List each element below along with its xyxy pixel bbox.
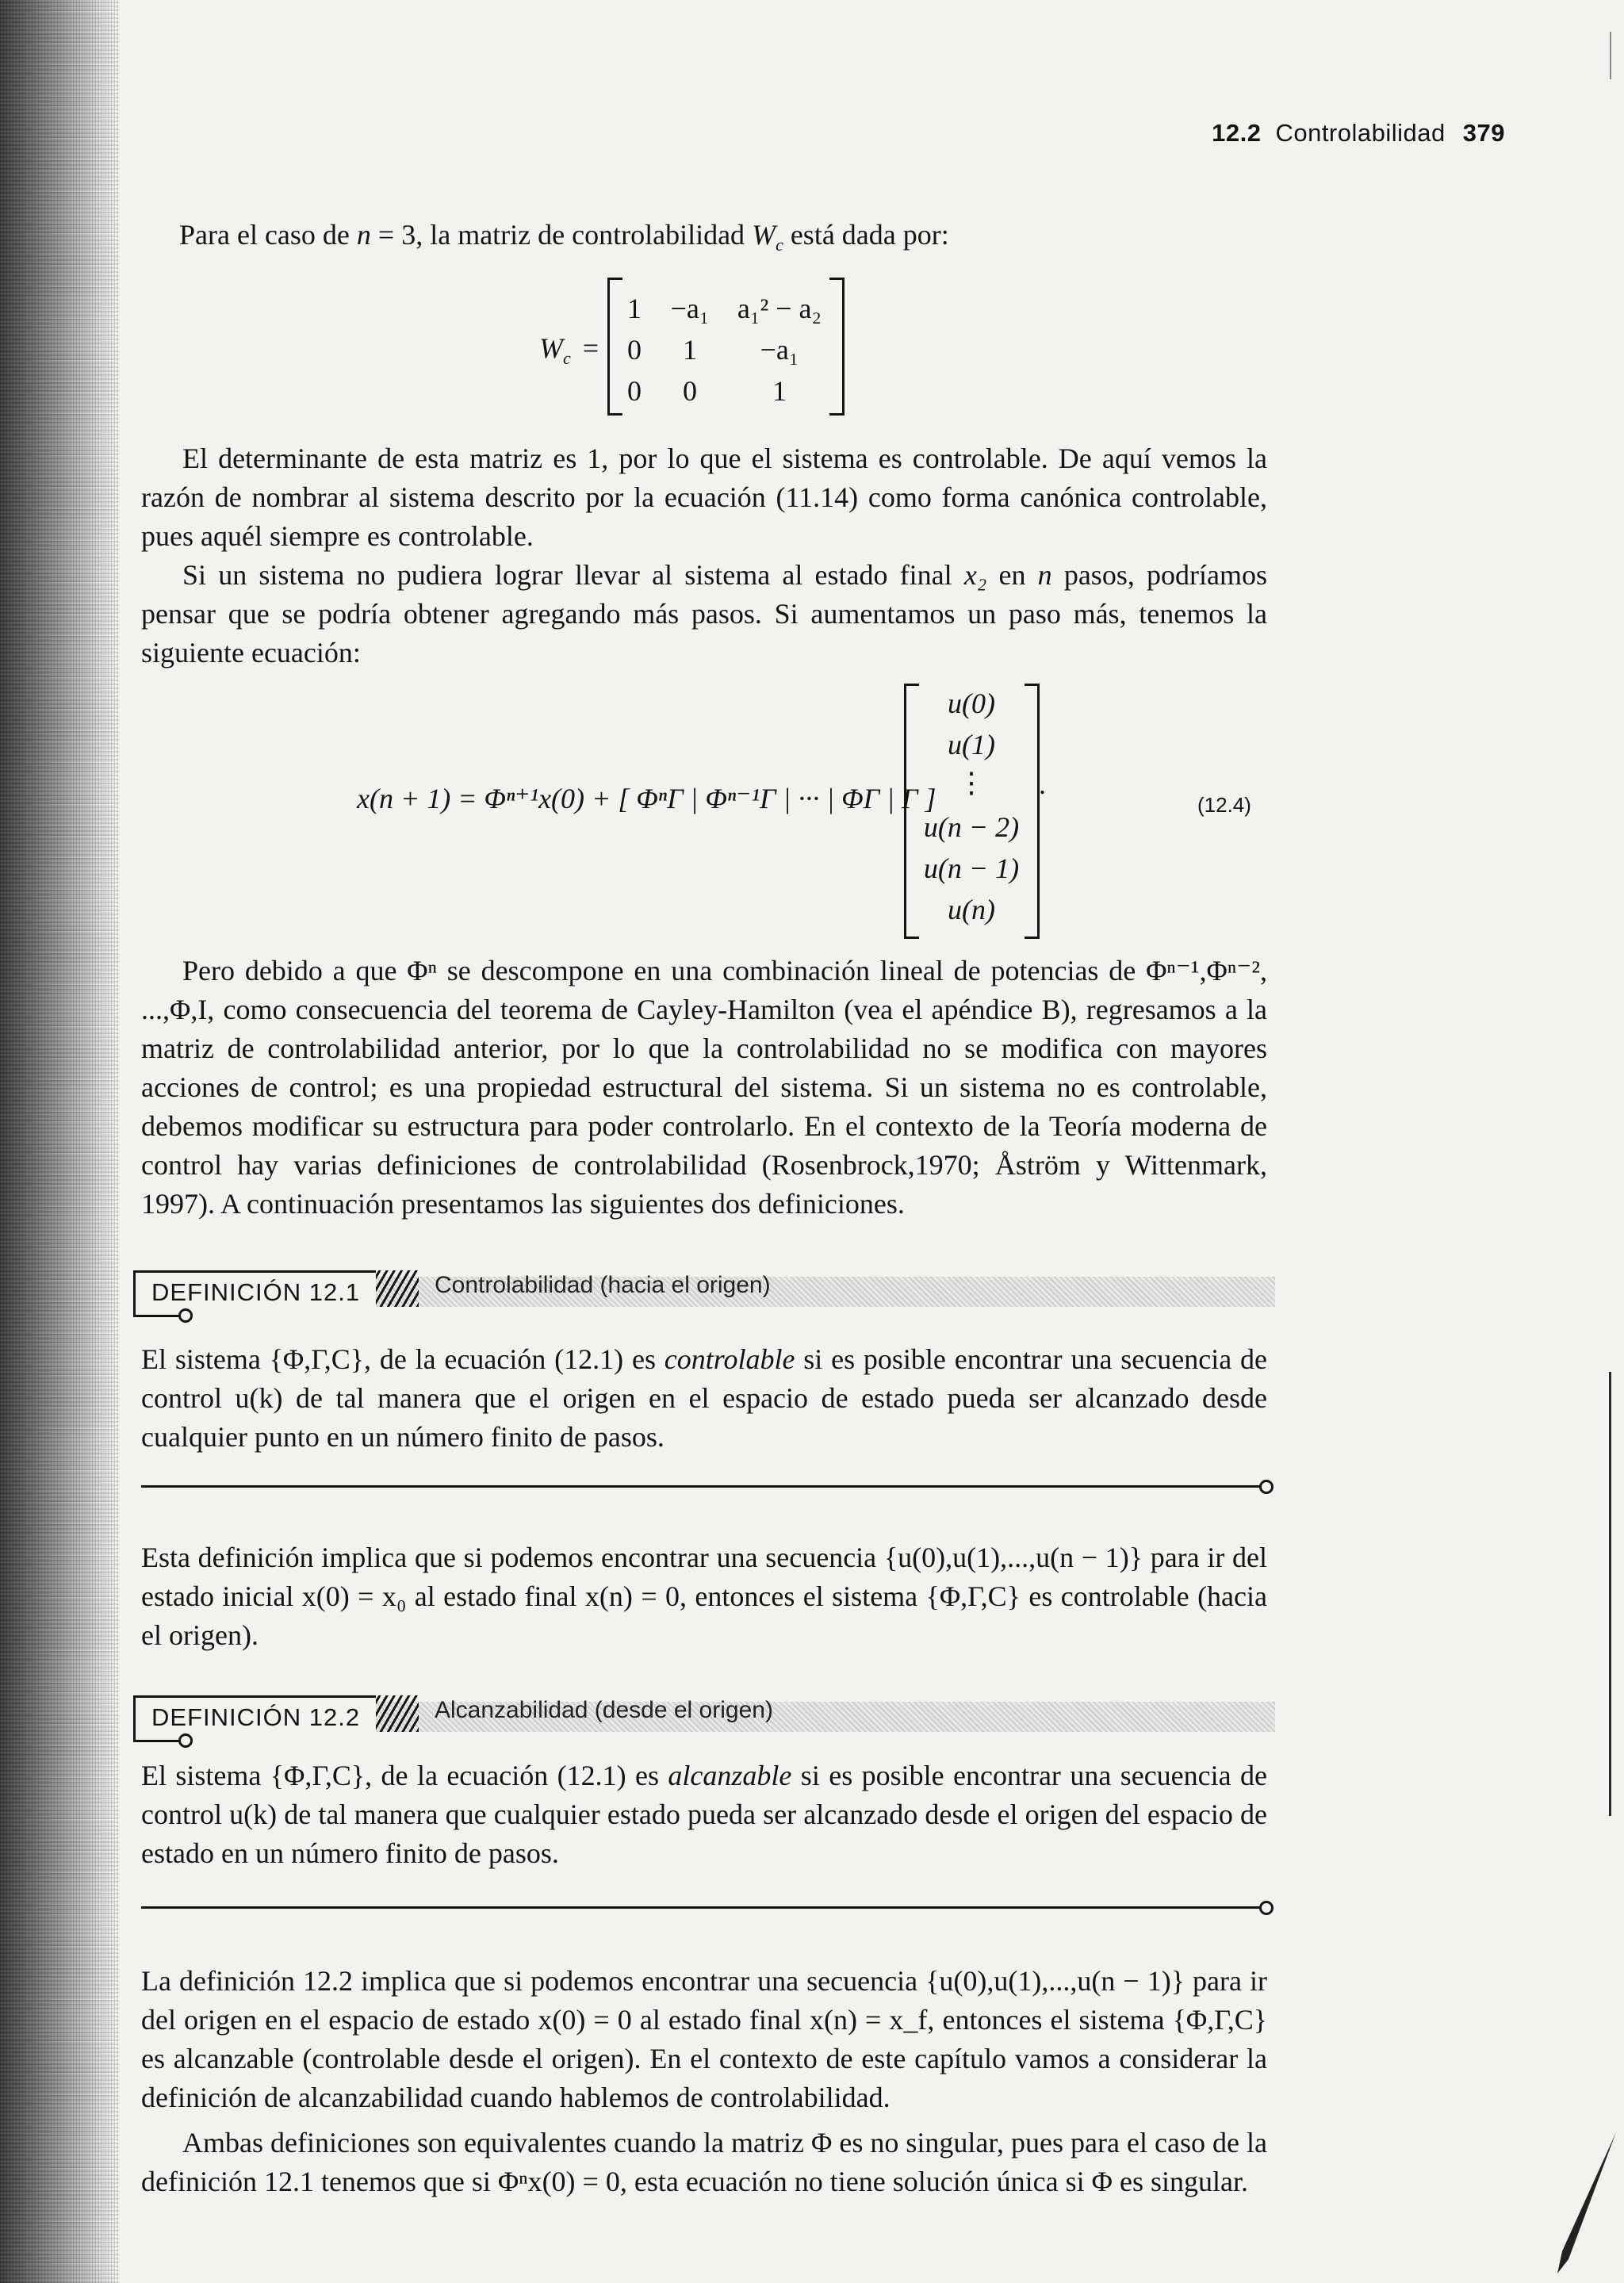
scanned-binding-gutter xyxy=(0,0,119,2283)
running-head xyxy=(1212,119,1505,147)
page-edge-mark xyxy=(1610,32,1611,79)
definition-12-1-header xyxy=(133,1270,1275,1308)
page-number: 379 xyxy=(1462,119,1505,147)
definition-12-2-header xyxy=(133,1695,1275,1733)
matrix-right-bracket xyxy=(829,278,845,416)
paragraph-controllable-meaning: Esta definición implica que si podemos encontrar una secuencia {u(0),u(1),...,u(n − 1)} para ir del estado inicial x(0) = x₀ al estado final x(n) = 0, entonces el sistema {Φ,Γ,C} es controlable (hacia el origen). xyxy=(141,1542,1267,1651)
definition-label: DEFINICIÓN 12.1 xyxy=(133,1270,376,1308)
definition-12-1-text: El sistema {Φ,Γ,C}, de la ecuación (12.1) es controlable si es posible encontrar una secuencia de control u(k) de tal manera que el origen en el espacio de estado pueda ser alcanzado desde cualquier punto en un número finito de pasos. xyxy=(141,1343,1267,1453)
section-title: Controlabilidad xyxy=(1275,119,1446,147)
paragraph-intro: Para el caso de n = 3, la matriz de controlabilidad $W_c$ está dada por: xyxy=(179,219,949,255)
definition-12-2-text: El sistema {Φ,Γ,C}, de la ecuación (12.1) es alcanzable si es posible encontrar una secuencia de control u(k) de tal manera que cualquier estado pueda ser alcanzado desde el origen del espacio de estado en un número finito de pasos. xyxy=(141,1760,1267,1869)
paragraph-reachability-meaning: La definición 12.2 implica que si podemos encontrar una secuencia {u(0),u(1),...,u(n − 1)} para ir del origen en el espacio de estado x(0) = 0 al estado final x(n) = x_f, entonces el sistema {Φ,Γ,C} es alcanzable (controlable desde el origen). En el contexto de este capítulo vamos a considerar la definición de alcanzabilidad cuando hablemos de controlabilidad. xyxy=(141,1965,1267,2113)
paragraph-equivalence: Ambas definiciones son equivalentes cuando la matriz Φ es no singular, pues para el caso de la definición 12.1 tenemos que si Φⁿx(0) = 0, esta ecuación no tiene solución única si Φ es singular. xyxy=(141,2127,1267,2197)
definition-title: Alcanzabilidad (desde el origen) xyxy=(435,1697,773,1723)
paragraph-cayley-hamilton: Pero debido a que Φⁿ se descompone en una combinación lineal de potencias de Φⁿ⁻¹,Φⁿ⁻², ...,Φ,I, como consecuencia del teorema de Cayley-Hamilton (vea el apéndice B), regresamos a la matriz de controlabilidad anterior, por lo que la controlabilidad no se modifica con mayores acciones de control; es una propiedad estructural del sistema. Si un sistema no es controlable, debemos modificar su estructura para poder controlarlo. En el contexto de la Teoría moderna de control hay varias definiciones de controlabilidad (Rosenbrock,1970; Åström y Wittenmark, 1997). A continuación presentamos las siguientes dos definiciones. xyxy=(141,955,1267,1220)
paragraph-more-steps: Si un sistema no pudiera lograr llevar al sistema al estado final x₂ en n pasos, podríamos pensar que se podría obtener agregando más pasos. Si aumentamos un paso más, tenemos la siguiente ecuación: xyxy=(141,559,1267,668)
definition-end-rule xyxy=(141,1906,1261,1909)
definition-label: DEFINICIÓN 12.2 xyxy=(133,1695,376,1733)
definition-title: Controlabilidad (hacia el origen) xyxy=(435,1272,771,1298)
definition-end-rule xyxy=(141,1485,1261,1488)
page-edge-mark xyxy=(1609,1372,1611,1816)
section-number: 12.2 xyxy=(1212,119,1262,147)
equation-number: (12.4) xyxy=(1197,793,1251,817)
paragraph-determinant: El determinante de esta matriz es 1, por lo que el sistema es controlable. De aquí vemos la razón de nombrar al sistema descrito por la ecuación (11.14) como forma canónica controlable, pues aquél siempre es controlable. xyxy=(141,442,1267,552)
pen-stroke-mark xyxy=(1554,2132,1618,2275)
